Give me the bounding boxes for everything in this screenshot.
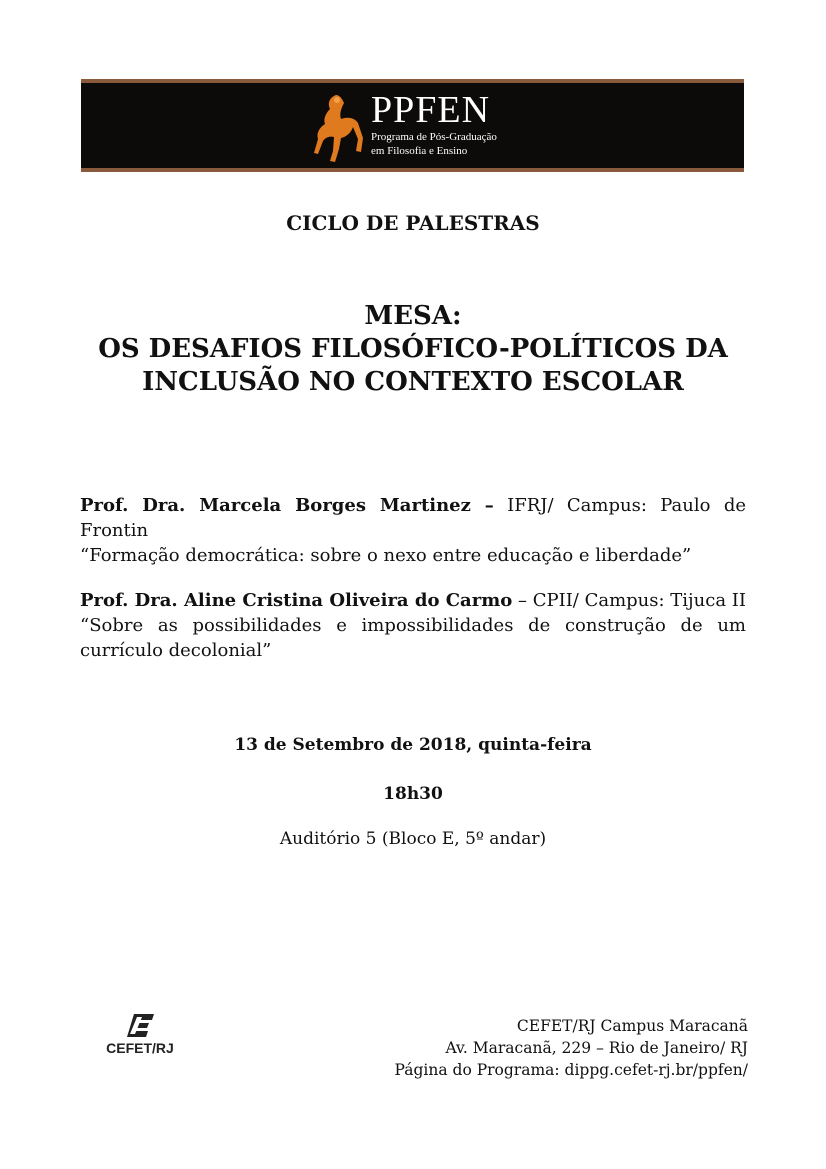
- cefet-logo-text: CEFET/RJ: [106, 1040, 174, 1056]
- title-line-2: OS DESAFIOS FILOSÓFICO-POLÍTICOS DA: [98, 334, 728, 364]
- event-time: 18h30: [383, 784, 443, 804]
- event-date: 13 de Setembro de 2018, quinta-feira: [234, 735, 592, 755]
- event-title: [0, 300, 826, 399]
- speaker-affiliation: IFRJ/ Campus: Paulo de Frontin: [80, 495, 746, 541]
- address-line-3: Página do Programa: dippg.cefet-rj.br/ppfen/: [394, 1061, 748, 1079]
- speaker-affiliation: – CPII/ Campus: Tijuca II: [512, 590, 746, 611]
- horse-logo-icon: [306, 91, 364, 165]
- title-line-1: MESA:: [364, 301, 462, 331]
- title-line-3: INCLUSÃO NO CONTEXTO ESCOLAR: [142, 367, 684, 397]
- speaker-2: [80, 588, 746, 663]
- speaker-name: Prof. Dra. Marcela Borges Martinez –: [80, 495, 494, 516]
- brand-name: PPFEN: [371, 89, 491, 131]
- talk-title: “Formação democrática: sobre o nexo entre educação e liberdade”: [80, 545, 692, 566]
- address-line-2: Av. Maracanã, 229 – Rio de Janeiro/ RJ: [445, 1039, 748, 1057]
- cycle-heading: CICLO DE PALESTRAS: [286, 211, 540, 235]
- event-place: Auditório 5 (Bloco E, 5º andar): [279, 829, 547, 849]
- brand-subtitle-2: em Filosofia e Ensino: [371, 145, 468, 157]
- talk-title: “Sobre as possibilidades e impossibilidades de construção de um currículo decolonial”: [80, 615, 746, 661]
- brand-subtitle-1: Programa de Pós-Graduação: [371, 131, 497, 143]
- cefet-mark-icon: [125, 1013, 155, 1039]
- address-line-1: CEFET/RJ Campus Maracanã: [516, 1017, 748, 1035]
- ppfen-banner: [81, 79, 744, 172]
- address-block: [395, 1015, 748, 1081]
- cefet-logo: [99, 1013, 181, 1057]
- brand: [371, 91, 497, 157]
- speaker-1: [80, 493, 746, 568]
- speaker-name: Prof. Dra. Aline Cristina Oliveira do Carmo: [80, 590, 513, 611]
